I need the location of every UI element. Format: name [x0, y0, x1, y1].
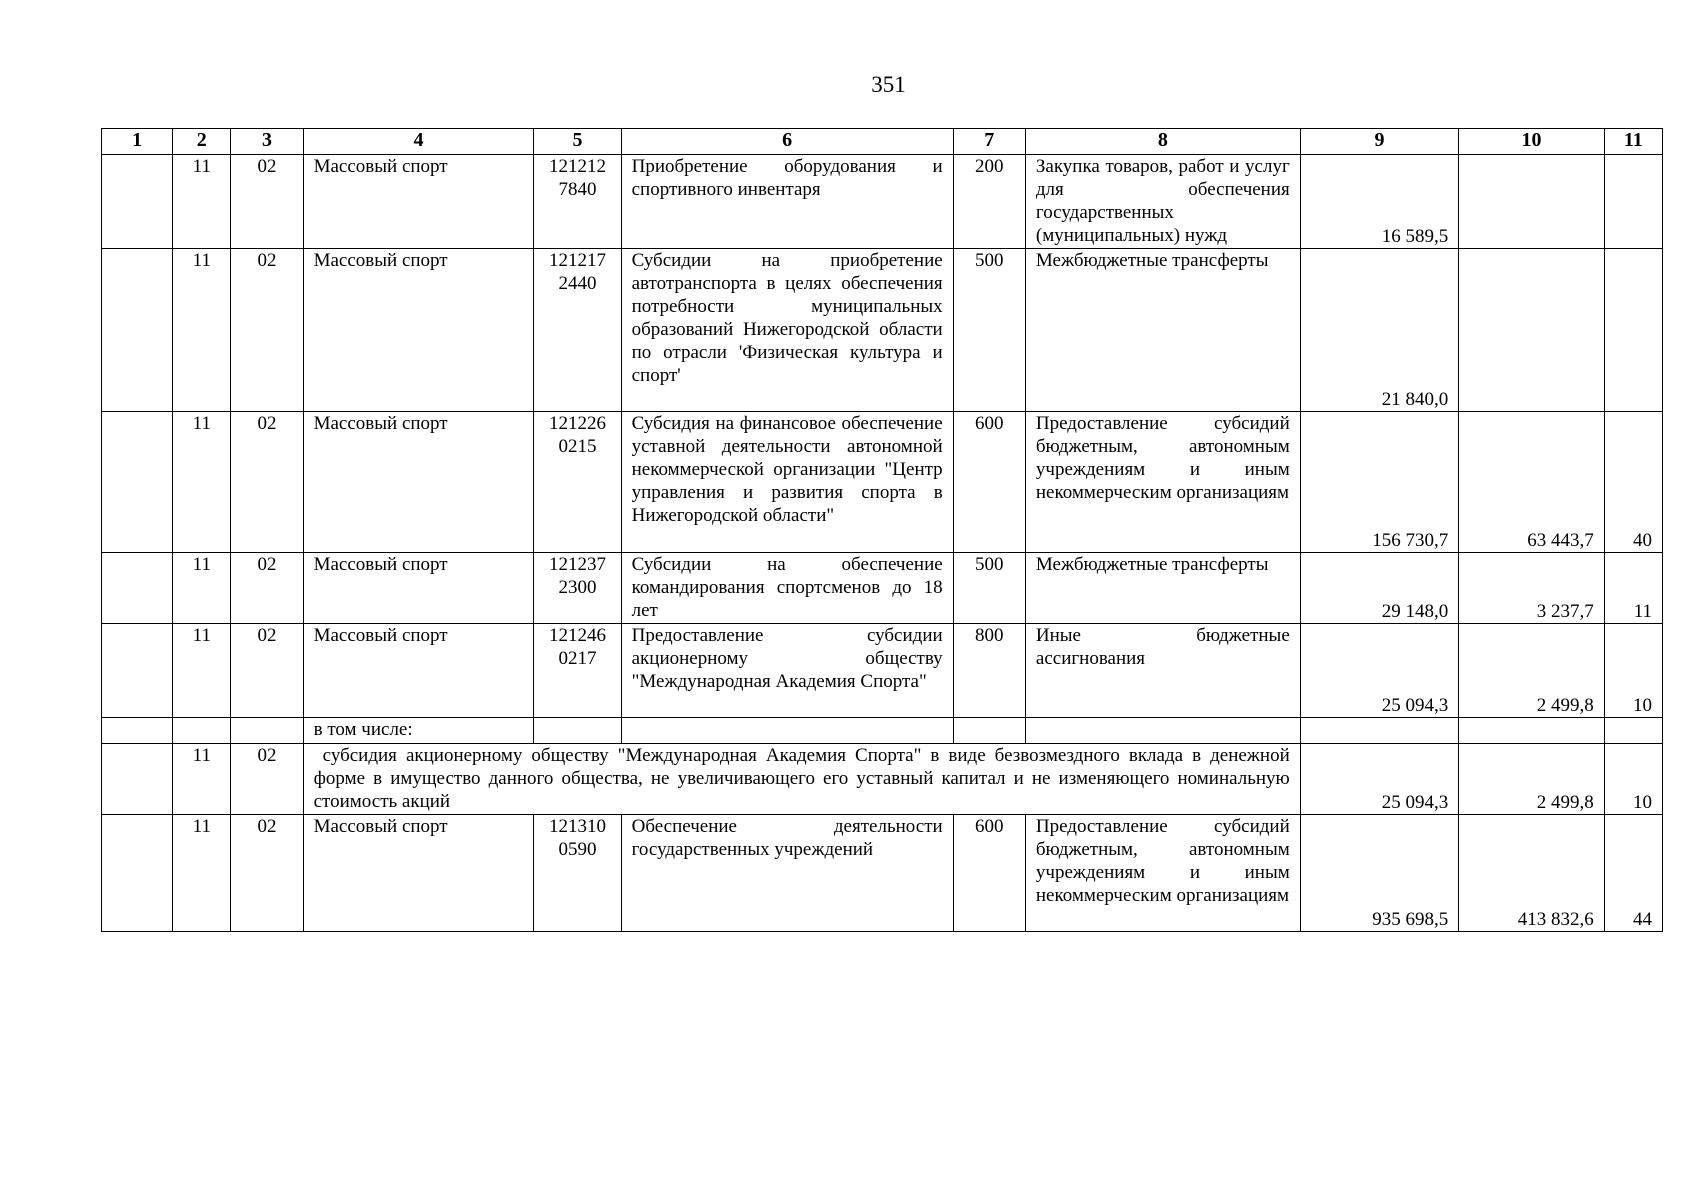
cell-target-name: Предоставление субсидии акционерному обществу "Международная Академия Спорта": [621, 624, 953, 718]
cell-subsection: 02: [231, 155, 303, 249]
cell-empty: [1604, 718, 1662, 744]
column-header: 6: [621, 129, 953, 155]
cell-section: 11: [173, 155, 231, 249]
cell-section-name: Массовый спорт: [303, 553, 534, 624]
cell-section: 11: [173, 744, 231, 815]
cell-expense-type: 600: [953, 412, 1025, 553]
cell-amount-2: 413 832,6: [1459, 815, 1604, 932]
column-header: 5: [534, 129, 621, 155]
cell-amount: 29 148,0: [1300, 553, 1459, 624]
cell-target-name: Субсидия на финансовое обеспечение уставной деятельности автономной некоммерческой организации "Центр управления и развития спорта в Нижегородской области": [621, 412, 953, 553]
cell-subsidy-description: субсидия акционерному обществу "Международная Академия Спорта" в виде безвозмездного вклада в денежной форме в имущество данного общества, не увеличивающего его уставный капитал и не изменяющего номинальную стоимость акций: [303, 744, 1300, 815]
table-row: [102, 624, 1663, 718]
cell-subsection: 02: [231, 412, 303, 553]
cell-percent: 10: [1604, 744, 1662, 815]
cell-expense-type: 500: [953, 553, 1025, 624]
table-row: [102, 815, 1663, 932]
cell-col1: [102, 624, 173, 718]
cell-expense-name: Закупка товаров, работ и услуг для обеспечения государственных (муниципальных) нужд: [1025, 155, 1300, 249]
table-row-subsidy-detail: [102, 744, 1663, 815]
column-header: 9: [1300, 129, 1459, 155]
cell-expense-type: 200: [953, 155, 1025, 249]
cell-expense-name: Предоставление субсидий бюджетным, автономным учреждениям и иным некоммерческим организациям: [1025, 412, 1300, 553]
cell-expense-name: Межбюджетные трансферты: [1025, 249, 1300, 412]
cell-target-name: Приобретение оборудования и спортивного инвентаря: [621, 155, 953, 249]
cell-subsection: 02: [231, 624, 303, 718]
cell-empty: [1459, 718, 1604, 744]
cell-section: 11: [173, 412, 231, 553]
cell-empty: [173, 718, 231, 744]
cell-col1: [102, 412, 173, 553]
cell-amount-2: 63 443,7: [1459, 412, 1604, 553]
cell-percent: 11: [1604, 553, 1662, 624]
column-header: 11: [1604, 129, 1662, 155]
cell-amount: 935 698,5: [1300, 815, 1459, 932]
cell-percent: [1604, 155, 1662, 249]
page-number: 351: [871, 72, 906, 97]
table-row: [102, 412, 1663, 553]
column-header: 3: [231, 129, 303, 155]
cell-target-code: 121217 2440: [534, 249, 621, 412]
cell-section: 11: [173, 553, 231, 624]
cell-percent: 44: [1604, 815, 1662, 932]
cell-section-name: Массовый спорт: [303, 155, 534, 249]
column-header: 4: [303, 129, 534, 155]
cell-target-code: 121212 7840: [534, 155, 621, 249]
cell-empty: [1300, 718, 1459, 744]
cell-amount-2: 2 499,8: [1459, 744, 1604, 815]
cell-subsection: 02: [231, 249, 303, 412]
cell-amount-2: [1459, 155, 1604, 249]
cell-expense-name: Межбюджетные трансферты: [1025, 553, 1300, 624]
cell-subsection: 02: [231, 744, 303, 815]
cell-empty: [1025, 718, 1300, 744]
cell-percent: [1604, 249, 1662, 412]
column-header: 10: [1459, 129, 1604, 155]
column-header: 8: [1025, 129, 1300, 155]
cell-col1: [102, 815, 173, 932]
cell-section: 11: [173, 815, 231, 932]
cell-empty: [102, 744, 173, 815]
column-header: 1: [102, 129, 173, 155]
cell-empty: [534, 718, 621, 744]
cell-amount: 156 730,7: [1300, 412, 1459, 553]
cell-amount: 25 094,3: [1300, 744, 1459, 815]
cell-subsection: 02: [231, 815, 303, 932]
cell-expense-name: Иные бюджетные ассигнования: [1025, 624, 1300, 718]
cell-target-name: Субсидии на обеспечение командирования спортсменов до 18 лет: [621, 553, 953, 624]
cell-target-name: Обеспечение деятельности государственных учреждений: [621, 815, 953, 932]
cell-expense-type: 800: [953, 624, 1025, 718]
cell-section-name: Массовый спорт: [303, 412, 534, 553]
budget-table: [101, 128, 1663, 932]
cell-section: 11: [173, 249, 231, 412]
table-row-including: [102, 718, 1663, 744]
table-row: [102, 249, 1663, 412]
column-header: 2: [173, 129, 231, 155]
cell-percent: 40: [1604, 412, 1662, 553]
including-label: в том числе:: [303, 718, 534, 744]
table-row: [102, 553, 1663, 624]
cell-section-name: Массовый спорт: [303, 815, 534, 932]
cell-section-name: Массовый спорт: [303, 249, 534, 412]
cell-section: 11: [173, 624, 231, 718]
cell-percent: 10: [1604, 624, 1662, 718]
header-row: [102, 129, 1663, 155]
cell-amount-2: 2 499,8: [1459, 624, 1604, 718]
cell-target-name: Субсидии на приобретение автотранспорта в целях обеспечения потребности муниципальных образований Нижегородской области по отрасли 'Физическая культура и спорт': [621, 249, 953, 412]
cell-subsection: 02: [231, 553, 303, 624]
cell-amount-2: [1459, 249, 1604, 412]
cell-col1: [102, 155, 173, 249]
cell-target-code: 121310 0590: [534, 815, 621, 932]
cell-empty: [953, 718, 1025, 744]
cell-amount-2: 3 237,7: [1459, 553, 1604, 624]
cell-empty: [231, 718, 303, 744]
cell-empty: [102, 718, 173, 744]
cell-section-name: Массовый спорт: [303, 624, 534, 718]
cell-expense-type: 500: [953, 249, 1025, 412]
cell-target-code: 121237 2300: [534, 553, 621, 624]
cell-empty: [621, 718, 953, 744]
cell-col1: [102, 553, 173, 624]
cell-expense-type: 600: [953, 815, 1025, 932]
table-row: [102, 155, 1663, 249]
cell-amount: 21 840,0: [1300, 249, 1459, 412]
cell-col1: [102, 249, 173, 412]
cell-amount: 25 094,3: [1300, 624, 1459, 718]
cell-target-code: 121246 0217: [534, 624, 621, 718]
column-header: 7: [953, 129, 1025, 155]
cell-amount: 16 589,5: [1300, 155, 1459, 249]
cell-target-code: 121226 0215: [534, 412, 621, 553]
cell-expense-name: Предоставление субсидий бюджетным, автономным учреждениям и иным некоммерческим организациям: [1025, 815, 1300, 932]
